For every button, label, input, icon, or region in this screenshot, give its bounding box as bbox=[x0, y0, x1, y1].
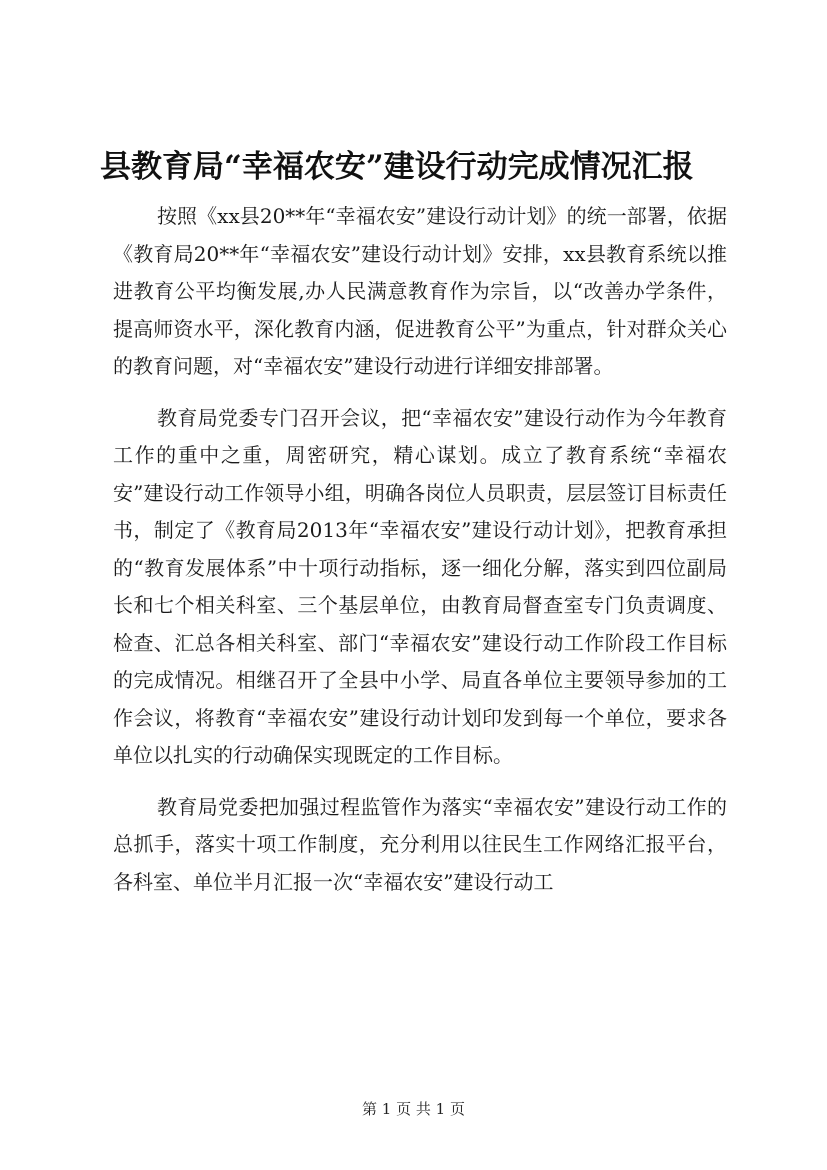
paragraph-2: 教育局党委专门召开会议，把“幸福农安”建设行动作为今年教育工作的重中之重，周密研究，精心谋划。成立了教育系统“幸福农安”建设行动工作领导小组，明确各岗位人员职责，层层签订目标责任书，制定了《教育局2013年“幸福农安”建设行动计划》，把教育承担的“教育发展体系”中十项行动指标，逐一细化分解，落实到四位副局长和七个相关科室、三个基层单位，由教育局督查室专门负责调度、检查、汇总各相关科室、部门“幸福农安”建设行动工作阶段工作目标的完成情况。相继召开了全县中小学、局直各单位主要领导参加的工作会议，将教育“幸福农安”建设行动计划印发到每一个单位，要求各单位以扎实的行动确保实现既定的工作目标。 bbox=[113, 405, 727, 767]
paragraph-1: 按照《xx县20**年“幸福农安”建设行动计划》的统一部署，依据《教育局20**年“幸福农安”建设行动计划》安排，xx县教育系统以推进教育公平均衡发展,办人民满意教育作为宗旨，以“改善办学条件，提高师资水平，深化教育内涵，促进教育公平”为重点，针对群众关心的教育问题，对“幸福农安”建设行动进行详细安排部署。 bbox=[113, 204, 727, 378]
document-body bbox=[113, 198, 727, 901]
page-number-footer: 第 1 页 共 1 页 bbox=[362, 1100, 465, 1118]
paragraph-3: 教育局党委把加强过程监管作为落实“幸福农安”建设行动工作的总抓手，落实十项工作制度，充分利用以往民生工作网络汇报平台，各科室、单位半月汇报一次“幸福农安”建设行动工 bbox=[113, 794, 727, 894]
document-title: 县教育局“幸福农安”建设行动完成情况汇报 bbox=[100, 149, 694, 185]
